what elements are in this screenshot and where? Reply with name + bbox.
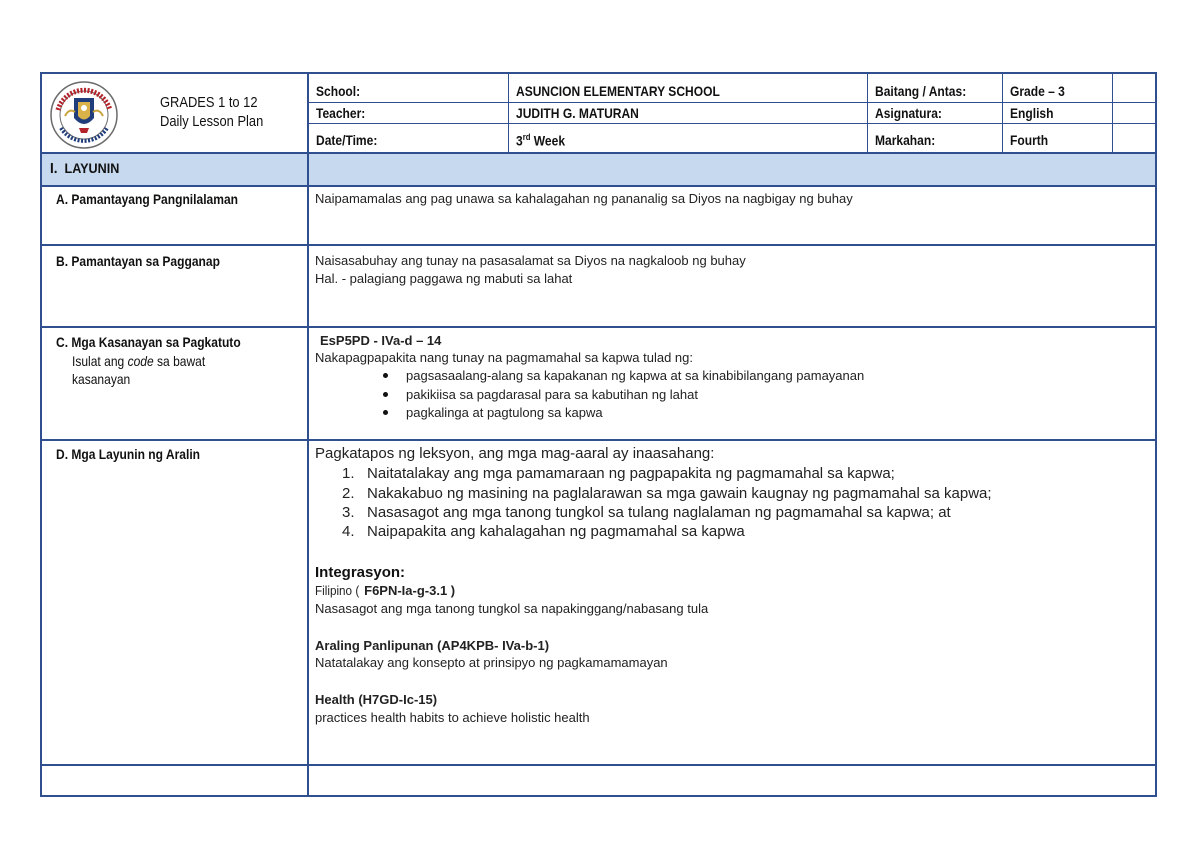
school-value: ASUNCION ELEMENTARY SCHOOL: [516, 83, 720, 99]
filipino-text: Nasasagot ang mga tanong tungkol sa napakinggang/nabasang tula: [315, 601, 709, 616]
date-value: 3rd Week: [516, 132, 566, 149]
markahan-value: Fourth: [1010, 132, 1049, 148]
row-d-intro: Pagkatapos ng leksyon, ang mga mag-aaral ay inaasahang:: [315, 445, 715, 462]
ap-title: Araling Panlipunan (AP4KPB- IVa-b-1): [315, 638, 550, 653]
row-d-item-3: Nasasagot ang mga tanong tungkol sa tulang naglalaman ng pagmamahal sa kapwa; at: [367, 504, 951, 521]
school-label: School:: [316, 83, 361, 99]
row-d-item-num: 1.: [342, 465, 355, 482]
row-c-bullet-3: pagkalinga at pagtulong sa kapwa: [406, 405, 603, 420]
doc-title-line2: Daily Lesson Plan: [160, 113, 264, 130]
deped-seal-icon: [49, 80, 119, 150]
asignatura-value: English: [1010, 105, 1054, 121]
row-c-intro: Nakapagpapakita nang tunay na pagmamahal sa kapwa tulad ng:: [315, 350, 693, 365]
row-a-text: Naipamamalas ang pag unawa sa kahalagahan ng pananalig sa Diyos na nagbigay ng buhay: [315, 191, 853, 206]
row-d-item-num: 2.: [342, 485, 355, 502]
row-d-item-1: Naitatalakay ang mga pamamaraan ng pagpapakita ng pagmamahal sa kapwa;: [367, 465, 895, 482]
row-d-item-4: Naipapakita ang kahalagahan ng pagmamahal sa kapwa: [367, 523, 745, 540]
ap-text: Natatalakay ang konsepto at prinsipyo ng pagkamamamayan: [315, 655, 668, 670]
row-c-sublabel-2: kasanayan: [72, 371, 131, 387]
row-d-item-num: 4.: [342, 523, 355, 540]
asignatura-label: Asignatura:: [875, 105, 942, 121]
row-b-text-1: Naisasabuhay ang tunay na pasasalamat sa Diyos na nagkaloob ng buhay: [315, 253, 746, 268]
bullet-icon: [383, 373, 388, 378]
section-title: I. LAYUNIN: [50, 160, 120, 177]
bullet-icon: [383, 410, 388, 415]
bullet-icon: [383, 392, 388, 397]
row-b-label: B. Pamantayan sa Pagganap: [56, 253, 220, 269]
teacher-value: JUDITH G. MATURAN: [516, 105, 639, 121]
baitang-value: Grade – 3: [1010, 83, 1065, 99]
row-c-bullet-1: pagsasaalang-alang sa kapakanan ng kapwa at sa kinabibilangang pamayanan: [406, 368, 865, 383]
health-title: Health (H7GD-Ic-15): [315, 692, 438, 707]
row-c-code: EsP5PD - IVa-d – 14: [320, 333, 442, 348]
row-c-label: C. Mga Kasanayan sa Pagkatuto: [56, 334, 241, 350]
baitang-label: Baitang / Antas:: [875, 83, 967, 99]
row-a-label: A. Pamantayang Pangnilalaman: [56, 191, 238, 207]
doc-title-line1: GRADES 1 to 12: [160, 94, 258, 111]
row-d-item-2: Nakakabuo ng masining na paglalarawan sa mga gawain kaugnay ng pagmamahal sa kapwa;: [367, 485, 992, 502]
teacher-label: Teacher:: [316, 105, 366, 121]
integrasyon-title: Integrasyon:: [315, 564, 406, 581]
markahan-label: Markahan:: [875, 132, 936, 148]
filipino-line: Filipino ( F6PN-Ia-g-3.1 ): [315, 583, 456, 598]
row-d-label: D. Mga Layunin ng Aralin: [56, 446, 201, 462]
row-c-sublabel-1: Isulat ang code sa bawat: [72, 353, 206, 369]
row-c-bullet-2: pakikiisa sa pagdarasal para sa kabutihan ng lahat: [406, 387, 698, 402]
row-d-item-num: 3.: [342, 504, 355, 521]
row-b-text-2: Hal. - palagiang paggawa ng mabuti sa lahat: [315, 271, 573, 286]
section-band: [42, 154, 1155, 185]
date-label: Date/Time:: [316, 132, 378, 148]
health-text: practices health habits to achieve holistic health: [315, 710, 590, 725]
